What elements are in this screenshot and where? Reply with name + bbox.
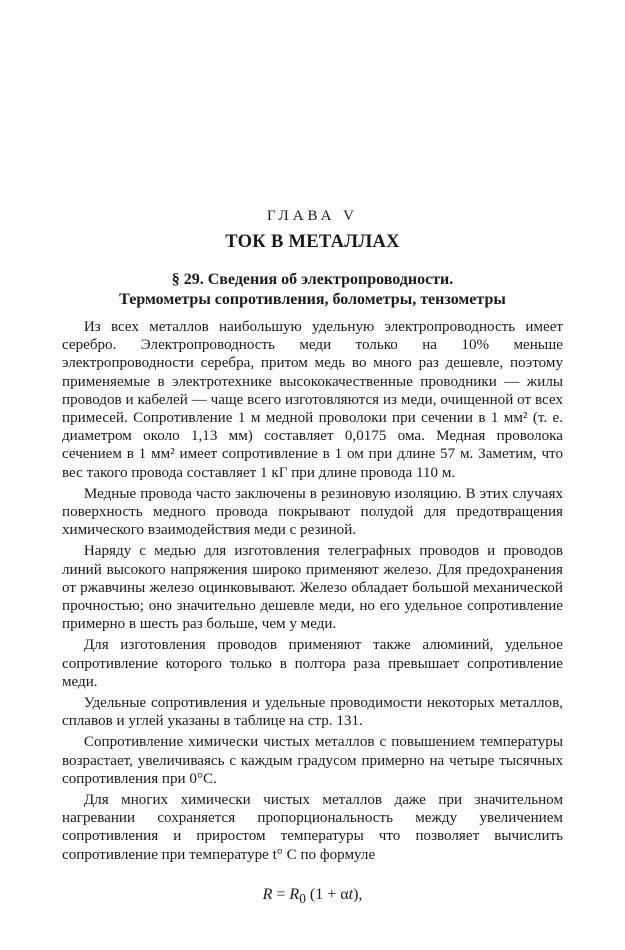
- paragraph: Удельные сопротивления и удельные проводимости некоторых металлов, сплавов и углей указаны в таблице на стр. 131.: [62, 695, 563, 730]
- chapter-number: ГЛАВА V: [266, 208, 359, 224]
- paragraph: Для многих химически чистых металлов даже при значительном нагревании сохраняется пропорциональность между увеличением сопротивления и приростом температуры что позволяет вычислить сопротивление при температуре t° С по формуле: [62, 792, 563, 863]
- paragraph: Из всех металлов наибольшую удельную электропроводность имеет серебро. Электропроводность меди только на 10% меньше электропроводности серебра, притом медь во много раз дешевле, поэтому применяемые в электротехнике высококачественные проводники — жилы проводов и кабелей — чаще всего изготовляются из меди, очищенной от всех примесей. Сопротивление 1 м медной проволоки при сечении в 1 мм² (т. е. диаметром около 1,13 мм) составляет 0,0175 ома. Медная проволока сечением в 1 мм² имеет сопротивление в 1 ом при длине 57 м. Заметим, что вес такого провода составляет 1 кГ при длине провода 110 м.: [62, 319, 563, 481]
- book-page: [62, 0, 563, 950]
- section-heading-line-1: § 29. Сведения об электропроводности.: [171, 271, 454, 288]
- formula-middle: (1 + α: [305, 886, 349, 903]
- body-text: [62, 318, 563, 867]
- resistance-formula: [62, 886, 563, 907]
- formula-equals: =: [272, 886, 290, 903]
- chapter-title: ТОК В МЕТАЛЛАХ: [225, 232, 400, 252]
- formula-end: ),: [353, 886, 363, 903]
- section-heading: [62, 270, 563, 310]
- section-heading-line-2: Термометры сопротивления, болометры, тензометры: [119, 291, 506, 308]
- paragraph: Наряду с медью для изготовления телеграфных проводов и проводов линий высокого напряжения широко применяют железо. Для предохранения от ржавчины железо оцинковывают. Железо обладает большой механической прочностью; оно значительно дешевле меди, но его удельное сопротивление примерно в шесть раз больше, чем у меди.: [62, 543, 563, 633]
- paragraph: Для изготовления проводов применяют также алюминий, удельное сопротивление которого только в полтора раза превышает сопротивление меди.: [62, 637, 563, 690]
- formula-t: t: [348, 886, 354, 903]
- formula-r0-subscript: 0: [299, 891, 306, 907]
- formula-r0: R: [289, 886, 300, 903]
- paragraph: Медные провода часто заключены в резиновую изоляцию. В этих случаях поверхность медного провода покрывают полудой для предотвращения химического взаимодействия меди с резиной.: [62, 485, 563, 539]
- paragraph: Сопротивление химически чистых металлов с повышением температуры возрастает, увеличиваясь с каждым градусом примерно на четыре тысячных сопротивления при 0°С.: [62, 734, 563, 787]
- formula-lhs: R: [262, 886, 273, 903]
